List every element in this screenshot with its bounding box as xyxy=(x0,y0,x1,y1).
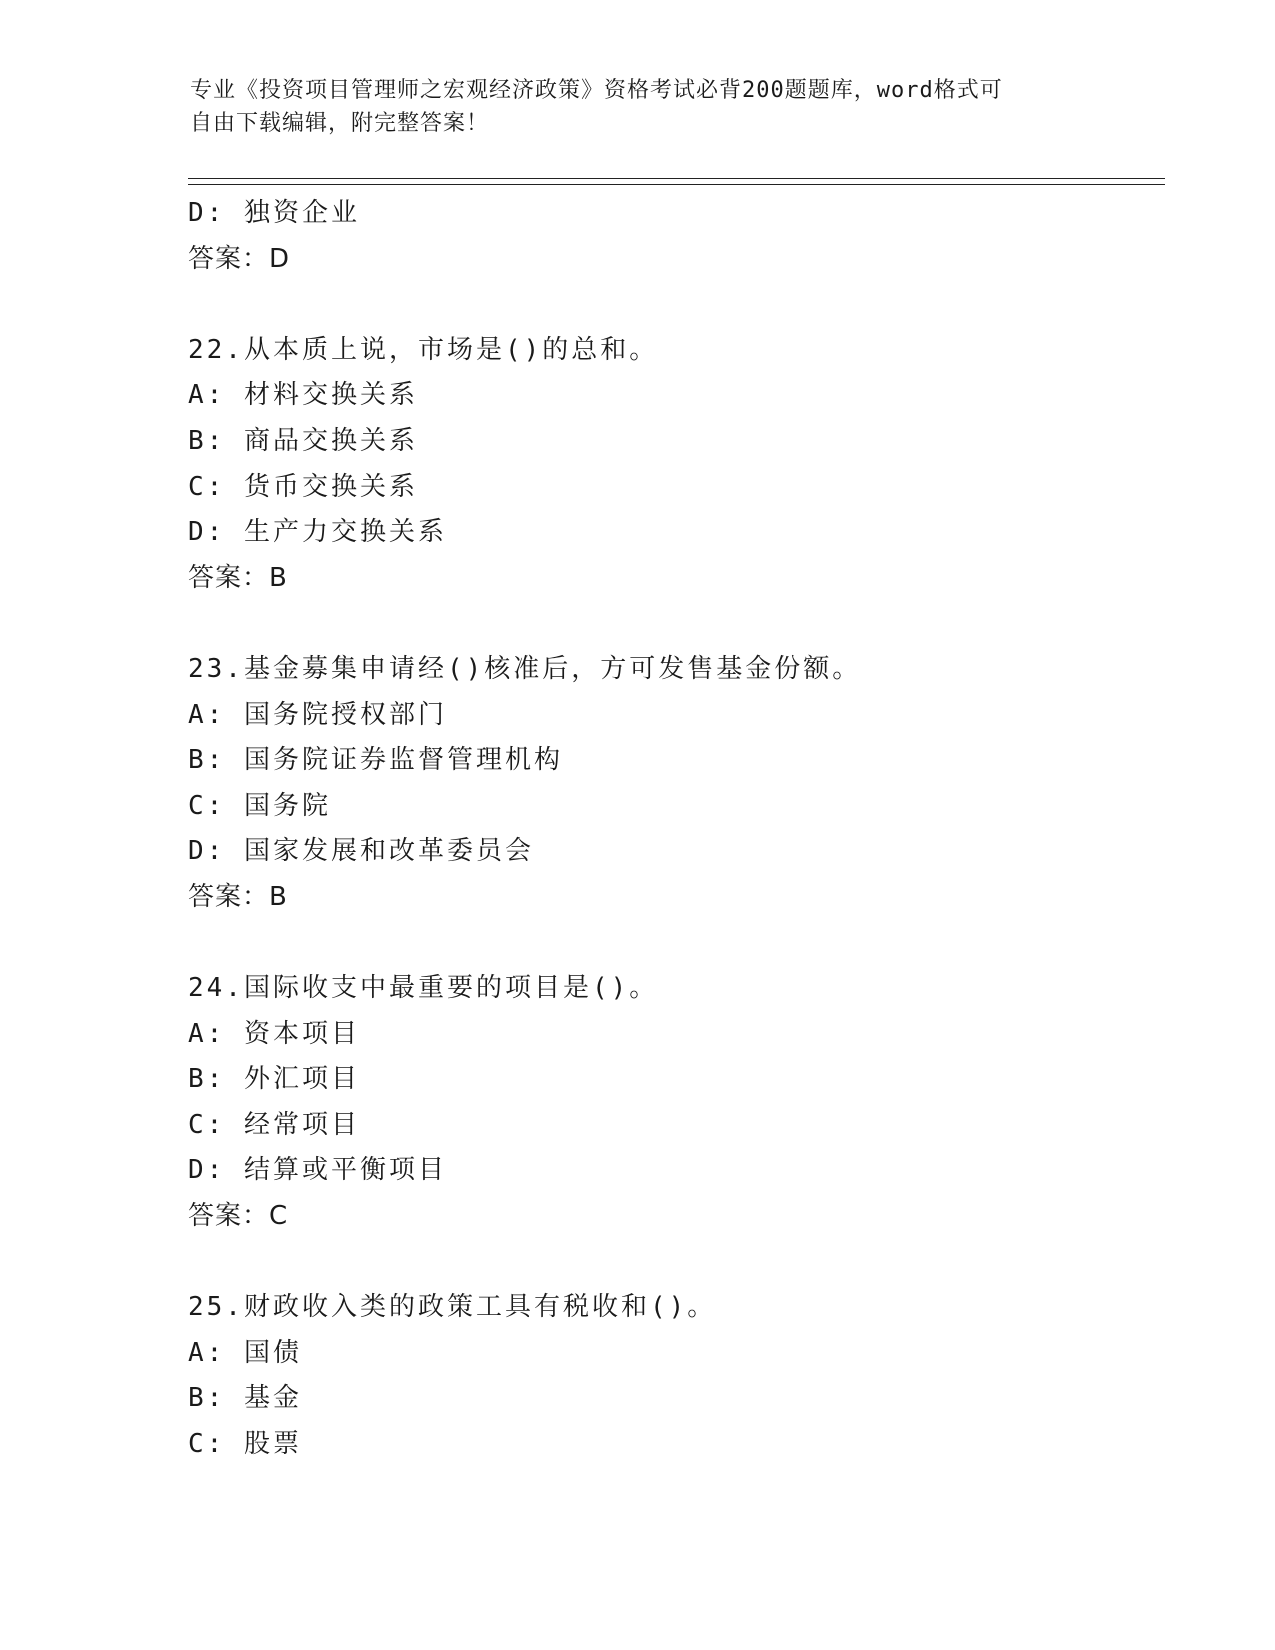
option-b: B: 基金 xyxy=(188,1383,302,1414)
answer: 答案：D xyxy=(188,243,291,274)
option-b: B: 商品交换关系 xyxy=(188,425,418,456)
question-stem: 22.从本质上说，市场是()的总和。 xyxy=(188,334,659,365)
question-23 xyxy=(188,647,1168,921)
header-line-2: 自由下载编辑，附完整答案！ xyxy=(190,111,490,136)
option-d: D: 国家发展和改革委员会 xyxy=(188,836,534,867)
question-25 xyxy=(188,1285,1168,1467)
header-divider xyxy=(188,178,1165,185)
option-b: B: 国务院证券监督管理机构 xyxy=(188,745,563,776)
header-line-1: 专业《投资项目管理师之宏观经济政策》资格考试必背200题题库，word格式可 xyxy=(190,78,1003,103)
previous-question-fragment xyxy=(188,191,1168,282)
answer: 答案：B xyxy=(188,881,288,912)
question-stem: 25.财政收入类的政策工具有税收和()。 xyxy=(188,1292,717,1323)
spacer xyxy=(188,282,1168,328)
option-a: A: 国务院授权部门 xyxy=(188,699,447,730)
spacer xyxy=(188,601,1168,647)
option-d: D: 生产力交换关系 xyxy=(188,517,447,548)
option-c: C: 国务院 xyxy=(188,790,331,821)
document-header xyxy=(190,74,1090,140)
question-list xyxy=(188,191,1168,1468)
option-a: A: 材料交换关系 xyxy=(188,380,418,411)
option-d: D: 结算或平衡项目 xyxy=(188,1155,447,1186)
option-c: C: 股票 xyxy=(188,1429,302,1460)
answer: 答案：B xyxy=(188,562,288,593)
question-stem: 23.基金募集申请经()核准后，方可发售基金份额。 xyxy=(188,653,862,684)
option-c: C: 经常项目 xyxy=(188,1109,360,1140)
spacer xyxy=(188,921,1168,967)
answer: 答案：C xyxy=(188,1201,289,1232)
option-d: D: 独资企业 xyxy=(188,198,360,228)
question-stem: 24.国际收支中最重要的项目是()。 xyxy=(188,973,659,1004)
option-a: A: 国债 xyxy=(188,1337,302,1368)
option-c: C: 货币交换关系 xyxy=(188,471,418,502)
option-a: A: 资本项目 xyxy=(188,1018,360,1049)
spacer xyxy=(188,1240,1168,1286)
option-b: B: 外汇项目 xyxy=(188,1064,360,1095)
question-24 xyxy=(188,966,1168,1240)
question-22 xyxy=(188,328,1168,602)
